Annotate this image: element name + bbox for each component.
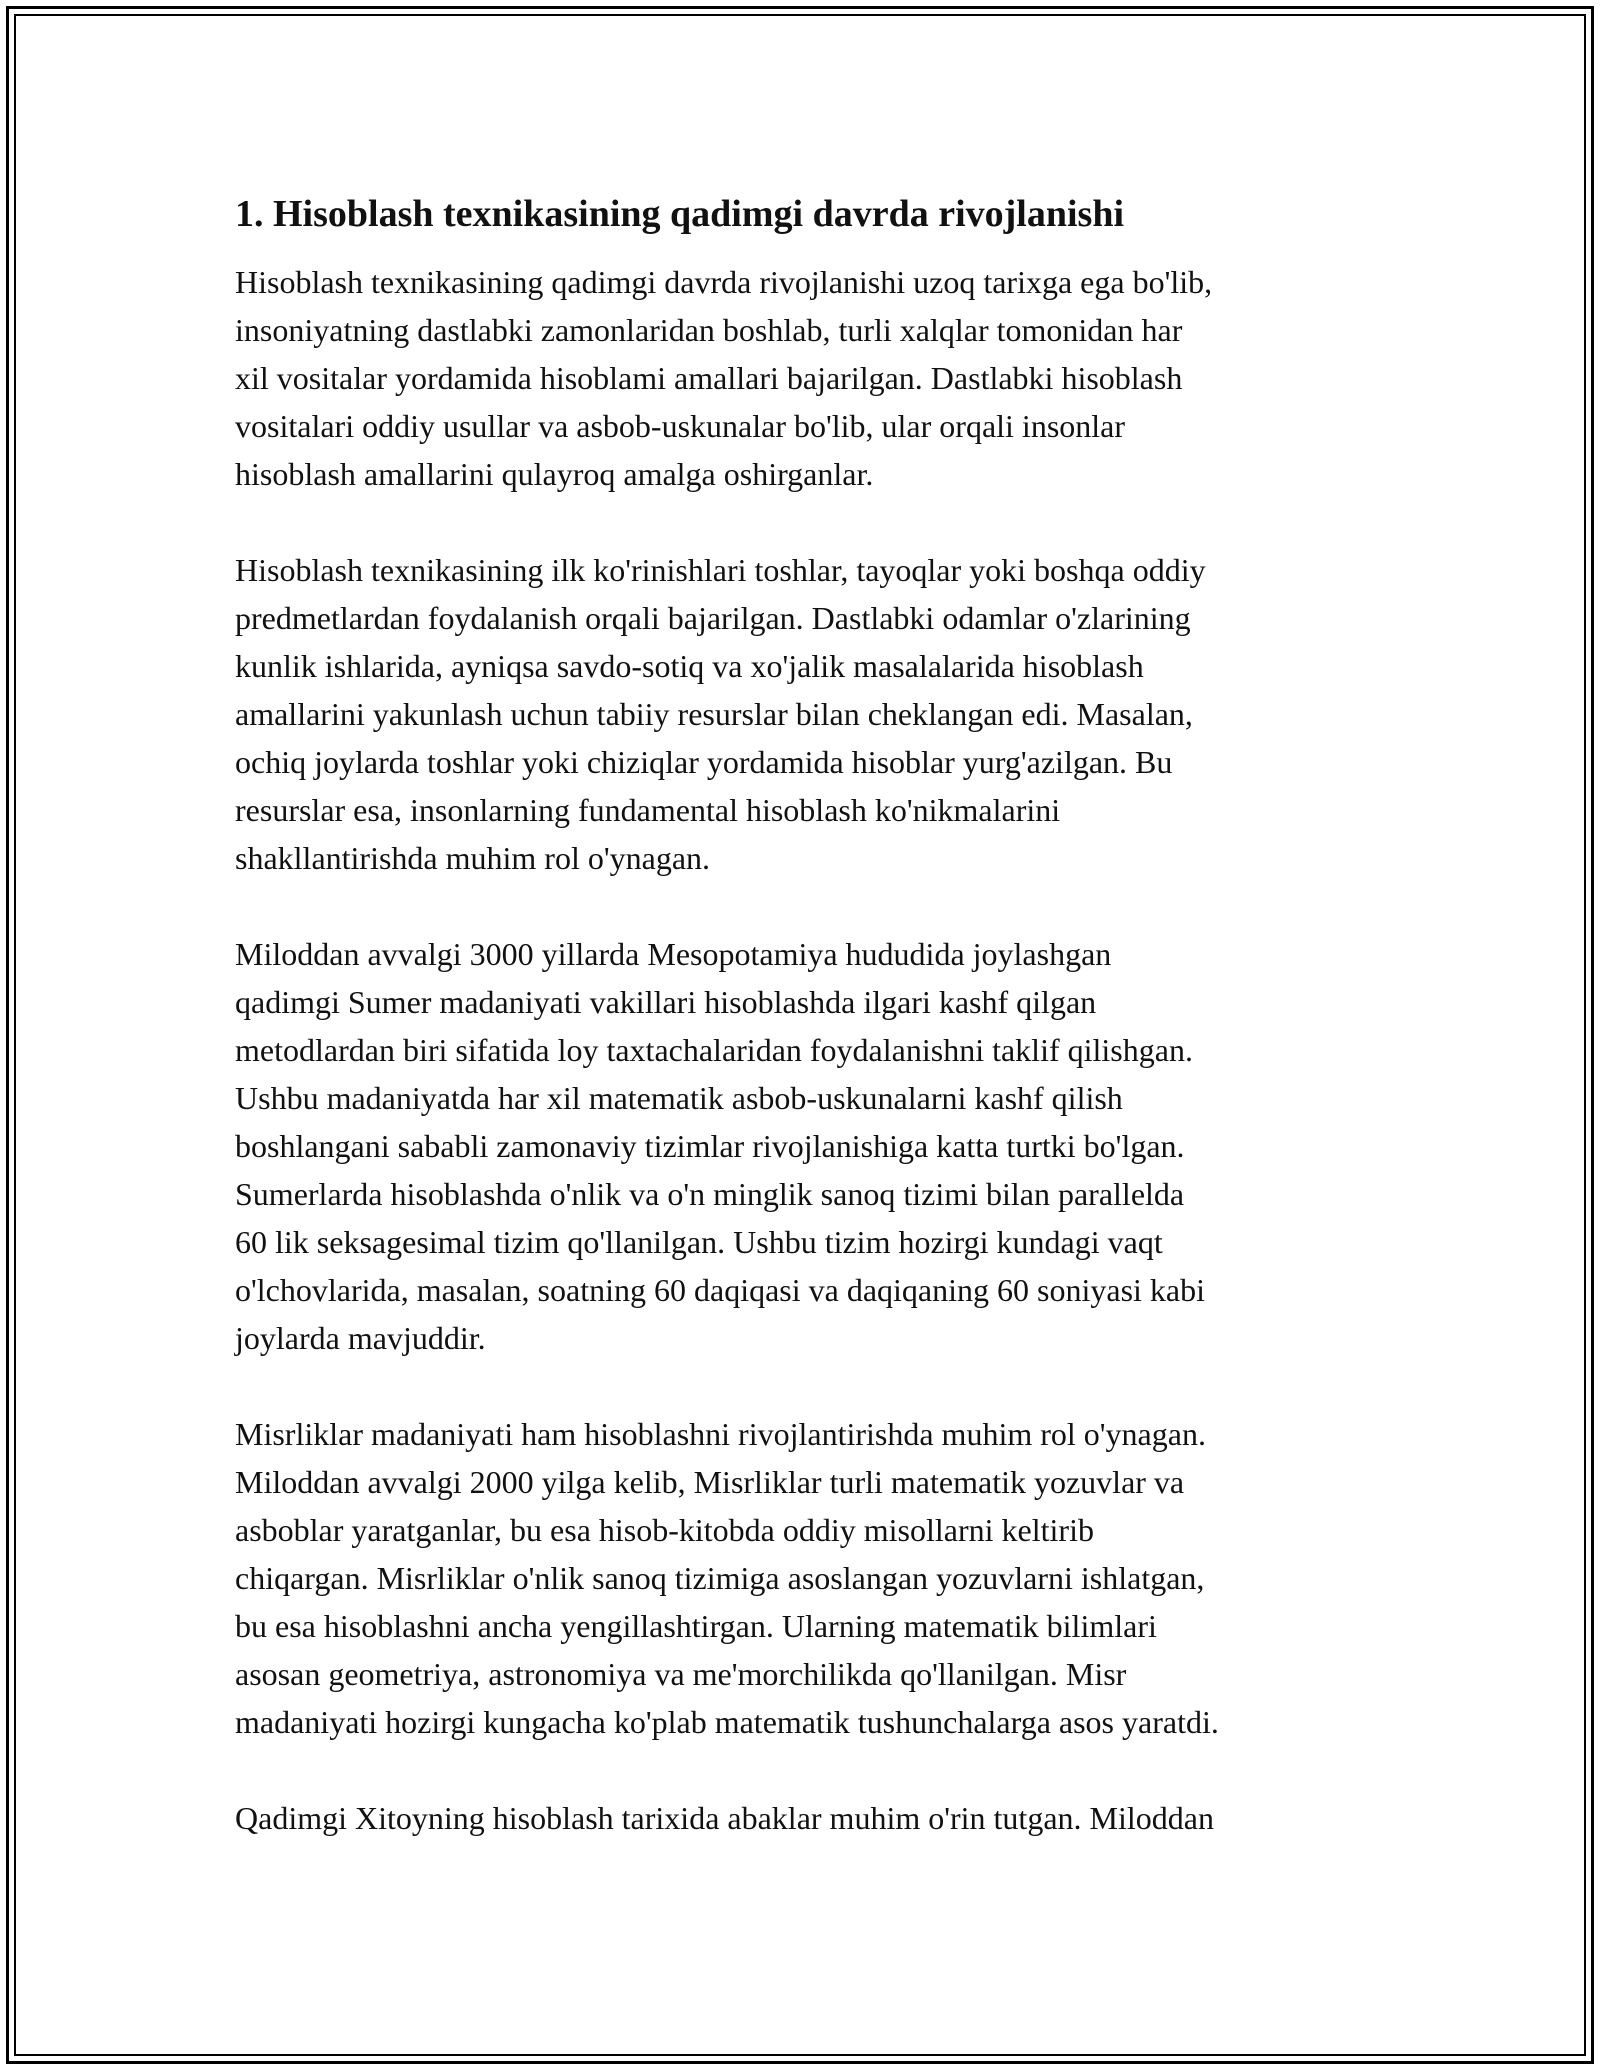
- text-line: Misrliklar madaniyati ham hisoblashni rivojlantirishda muhim rol o'ynagan.: [235, 1416, 1206, 1452]
- text-line: Miloddan avvalgi 2000 yilga kelib, Misrliklar turli matematik yozuvlar va: [235, 1464, 1185, 1500]
- text-line: Ushbu madaniyatda har xil matematik asbob-uskunalarni kashf qilish: [235, 1080, 1123, 1116]
- paragraph-3: [235, 930, 1375, 1362]
- text-line: metodlardan biri sifatida loy taxtachalaridan foydalanishni taklif qilishgan.: [235, 1032, 1193, 1068]
- text-line: ochiq joylarda toshlar yoki chiziqlar yordamida hisoblar yurg'azilgan. Bu: [235, 744, 1173, 780]
- text-line: hisoblash amallarini qulayroq amalga oshirganlar.: [235, 456, 874, 492]
- text-line: o'lchovlarida, masalan, soatning 60 daqiqasi va daqiqaning 60 soniyasi kabi: [235, 1272, 1205, 1308]
- text-line: qadimgi Sumer madaniyati vakillari hisoblashda ilgari kashf qilgan: [235, 984, 1097, 1020]
- text-line: xil vositalar yordamida hisoblami amallari bajarilgan. Dastlabki hisoblash: [235, 360, 1183, 396]
- text-line: resurslar esa, insonlarning fundamental hisoblash ko'nikmalarini: [235, 792, 1061, 828]
- text-line: madaniyati hozirgi kungacha ko'plab matematik tushunchalarga asos yaratdi.: [235, 1704, 1219, 1740]
- text-line: amallarini yakunlash uchun tabiiy resurslar bilan cheklangan edi. Masalan,: [235, 696, 1193, 732]
- text-line: Sumerlarda hisoblashda o'nlik va o'n minglik sanoq tizimi bilan parallelda: [235, 1176, 1185, 1212]
- paragraph-2: [235, 546, 1375, 882]
- text-line: insoniyatning dastlabki zamonlaridan boshlab, turli xalqlar tomonidan har: [235, 312, 1183, 348]
- document-body: [235, 258, 1375, 1842]
- text-line: chiqargan. Misrliklar o'nlik sanoq tizimiga asoslangan yozuvlarni ishlatgan,: [235, 1560, 1205, 1596]
- text-line: Qadimgi Xitoyning hisoblash tarixida abaklar muhim o'rin tutgan. Miloddan: [235, 1800, 1214, 1836]
- paragraph-4: [235, 1410, 1375, 1746]
- document-page: [235, 188, 1375, 1890]
- text-line: asboblar yaratganlar, bu esa hisob-kitobda oddiy misollarni keltirib: [235, 1512, 1094, 1548]
- text-line: Miloddan avvalgi 3000 yillarda Mesopotamiya hududida joylashgan: [235, 936, 1112, 972]
- text-line: bu esa hisoblashni ancha yengillashtirgan. Ularning matematik bilimlari: [235, 1608, 1157, 1644]
- section-heading: 1. Hisoblash texnikasining qadimgi davrda rivojlanishi: [235, 193, 1125, 235]
- paragraph-5: [235, 1794, 1375, 1842]
- text-line: joylarda mavjuddir.: [235, 1320, 486, 1356]
- text-line: Hisoblash texnikasining ilk ko'rinishlari toshlar, tayoqlar yoki boshqa oddiy: [235, 552, 1206, 588]
- text-line: 60 lik seksagesimal tizim qo'llanilgan. Ushbu tizim hozirgi kundagi vaqt: [235, 1224, 1163, 1260]
- text-line: Hisoblash texnikasining qadimgi davrda rivojlanishi uzoq tarixga ega bo'lib,: [235, 264, 1213, 300]
- text-line: asosan geometriya, astronomiya va me'morchilikda qo'llanilgan. Misr: [235, 1656, 1127, 1692]
- text-line: kunlik ishlarida, ayniqsa savdo-sotiq va xo'jalik masalalarida hisoblash: [235, 648, 1144, 684]
- text-line: vositalari oddiy usullar va asbob-uskunalar bo'lib, ular orqali insonlar: [235, 408, 1126, 444]
- text-line: predmetlardan foydalanish orqali bajarilgan. Dastlabki odamlar o'zlarining: [235, 600, 1191, 636]
- text-line: shakllantirishda muhim rol o'ynagan.: [235, 840, 711, 876]
- paragraph-1: [235, 258, 1375, 498]
- text-line: boshlangani sababli zamonaviy tizimlar rivojlanishiga katta turtki bo'lgan.: [235, 1128, 1185, 1164]
